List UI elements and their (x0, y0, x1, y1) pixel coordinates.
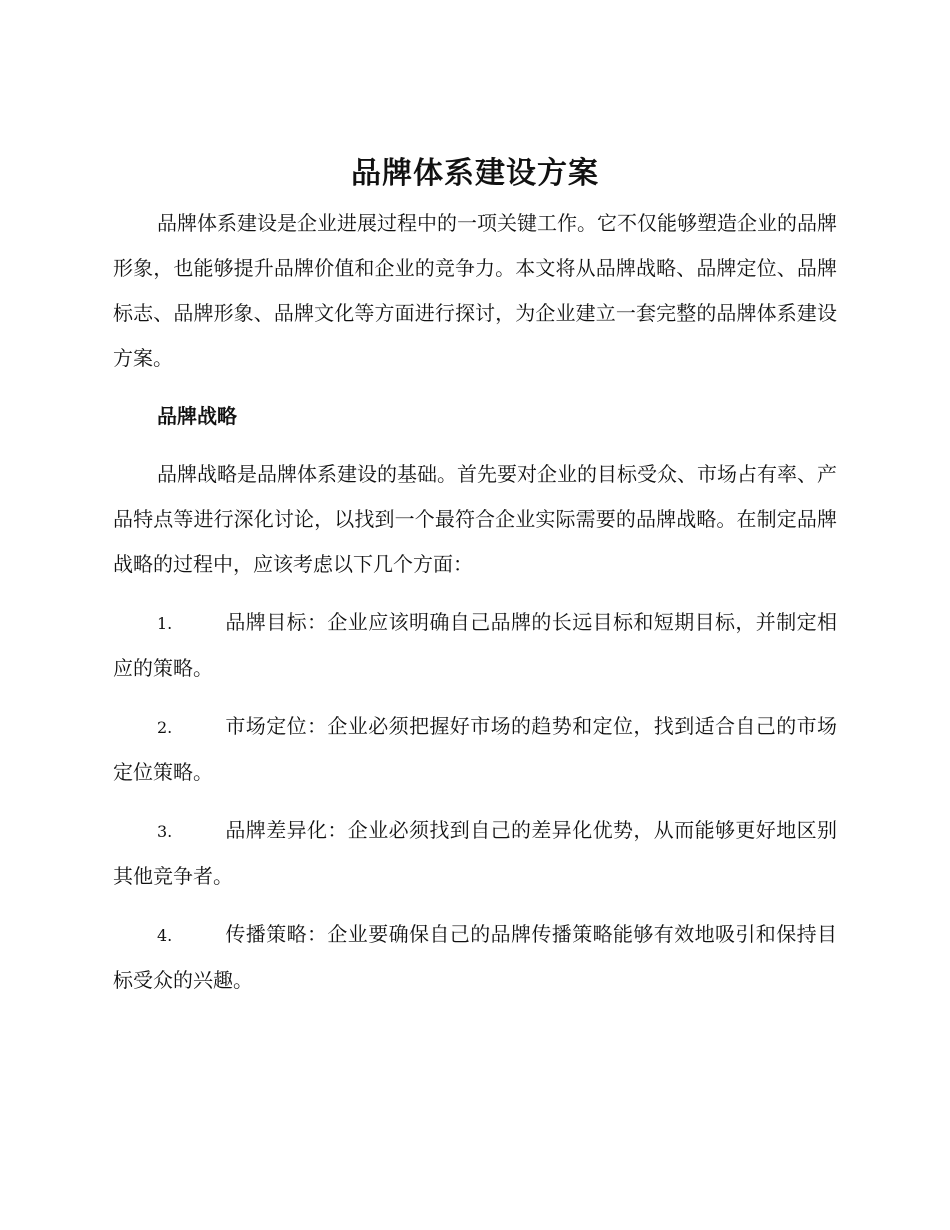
section-paragraph: 品牌战略是品牌体系建设的基础。首先要对企业的目标受众、市场占有率、产品特点等进行深化讨论，以找到一个最符合企业实际需要的品牌战略。在制定品牌战略的过程中，应该考虑以下几个方面： (113, 462, 837, 576)
document-title: 品牌体系建设方案 (351, 156, 599, 191)
list-item-number: 3. (157, 822, 173, 841)
list-item-number: 4. (157, 926, 173, 945)
list-item-text: 品牌差异化：企业必须找到自己的差异化优势，从而能够更好地区别其他竞争者。 (113, 818, 837, 888)
intro-paragraph: 品牌体系建设是企业进展过程中的一项关键工作。它不仅能够塑造企业的品牌形象，也能够提升品牌价值和企业的竞争力。本文将从品牌战略、品牌定位、品牌标志、品牌形象、品牌文化等方面进行探讨，为企业建立一套完整的品牌体系建设方案。 (113, 211, 837, 370)
list-item-text: 传播策略：企业要确保自己的品牌传播策略能够有效地吸引和保持目标受众的兴趣。 (113, 922, 837, 992)
list-item (113, 808, 837, 899)
list-item-number: 2. (157, 718, 173, 737)
document-body (113, 201, 837, 1003)
list-item (113, 912, 837, 1003)
list-item-number: 1. (157, 614, 173, 633)
section-heading: 品牌战略 (157, 404, 237, 428)
list-item (113, 704, 837, 795)
list-item-text: 品牌目标：企业应该明确自己品牌的长远目标和短期目标，并制定相应的策略。 (113, 610, 837, 680)
list-item-text: 市场定位：企业必须把握好市场的趋势和定位，找到适合自己的市场定位策略。 (113, 714, 837, 784)
list-item (113, 600, 837, 691)
